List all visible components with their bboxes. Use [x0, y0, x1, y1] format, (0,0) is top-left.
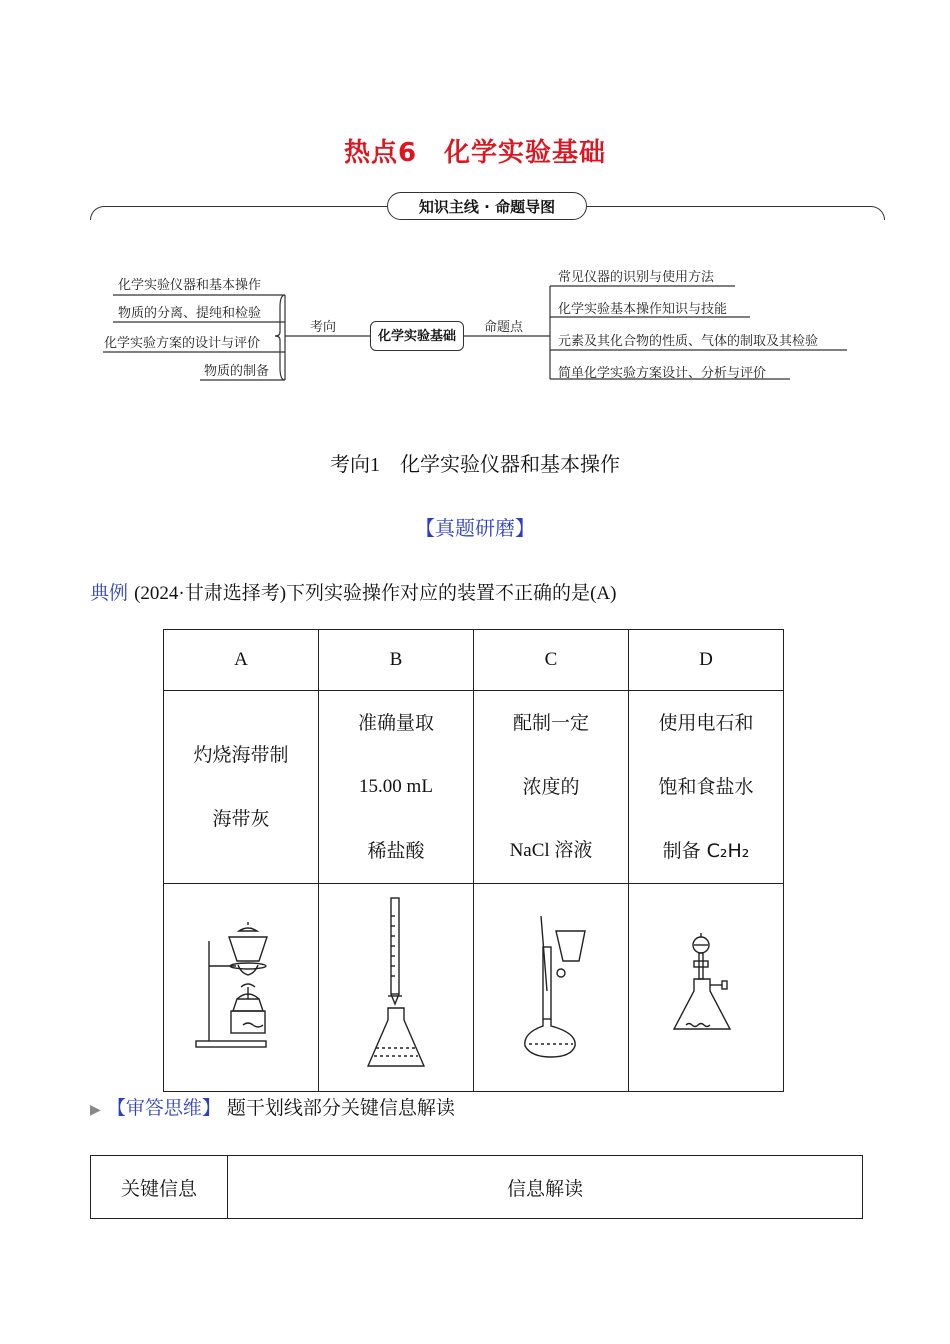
header-c: C	[474, 630, 629, 691]
section-title: 化学实验仪器和基本操作	[400, 452, 620, 476]
header-d: D	[629, 630, 784, 691]
mindmap-right-item: 元素及其化合物的性质、气体的制取及其检验	[558, 333, 819, 348]
option-a-image	[164, 884, 319, 1092]
option-b-image	[319, 884, 474, 1092]
gas-generator-icon	[666, 931, 746, 1041]
mindmap-left-label: 考向	[310, 319, 337, 334]
section-prefix: 考向	[330, 452, 370, 476]
desc-line: 配制一定	[512, 712, 589, 734]
desc-line: 浓度的	[522, 776, 580, 798]
example-text: 下列实验操作对应的装置不正确的是	[286, 582, 591, 604]
example-tag: 典例	[90, 582, 129, 604]
shendu-text: 题干划线部分关键信息解读	[226, 1097, 455, 1119]
desc-line: 稀盐酸	[367, 840, 425, 862]
burette-flask-icon	[356, 896, 436, 1076]
mindmap-left-item: 化学实验方案的设计与评价	[104, 335, 261, 350]
option-d-image	[629, 884, 784, 1092]
desc-line: 使用电石和	[658, 712, 754, 734]
header-a: A	[164, 630, 319, 691]
key-col1: 关键信息	[91, 1156, 228, 1219]
page-title: 热点6 化学实验基础	[343, 138, 607, 168]
section-number: 1	[370, 454, 380, 476]
example-answer: (A)	[590, 583, 617, 604]
mindmap-left-item: 物质的分离、提纯和检验	[118, 305, 262, 320]
option-d-desc	[629, 691, 784, 884]
desc-line: 饱和食盐水	[658, 776, 754, 798]
mindmap-right-item: 化学实验基本操作知识与技能	[558, 301, 728, 316]
mindmap-right-label: 命题点	[484, 319, 524, 334]
desc-line: 15.00 mL	[359, 776, 433, 797]
option-c-desc	[474, 691, 629, 884]
section-heading	[0, 448, 950, 477]
option-b-desc	[319, 691, 474, 884]
desc-line: 海带灰	[212, 808, 270, 830]
mindmap-center: 化学实验基础	[370, 321, 464, 351]
key-info-table	[90, 1155, 863, 1219]
option-c-image	[474, 884, 629, 1092]
zhenti-heading: 【真题研磨】	[415, 516, 535, 540]
option-a-desc	[164, 691, 319, 884]
mindmap-left-item: 物质的制备	[204, 363, 270, 378]
key-col2: 信息解读	[228, 1156, 863, 1219]
mindmap-right-item: 常见仪器的识别与使用方法	[558, 269, 715, 284]
crucible-heating-icon	[191, 921, 291, 1051]
volumetric-flask-icon	[511, 911, 591, 1061]
desc-line: NaCl 溶液	[509, 840, 593, 861]
shendu-tag: 【审答思维】	[106, 1097, 221, 1119]
shendu-heading	[90, 1093, 455, 1120]
desc-line: 灼烧海带制	[193, 744, 289, 766]
desc-line: 制备 C₂H₂	[662, 840, 750, 862]
options-table	[163, 629, 784, 1092]
header-b: B	[319, 630, 474, 691]
desc-line: 准确量取	[357, 712, 434, 734]
mindmap-left-item: 化学实验仪器和基本操作	[118, 277, 262, 292]
triangle-icon: ▶	[90, 1102, 101, 1118]
banner-label: 知识主线 · 命题导图	[387, 192, 587, 220]
mindmap-right-item: 简单化学实验方案设计、分析与评价	[558, 365, 767, 380]
example-question	[90, 578, 616, 605]
example-source: (2024·甘肃选择考)	[134, 583, 287, 604]
